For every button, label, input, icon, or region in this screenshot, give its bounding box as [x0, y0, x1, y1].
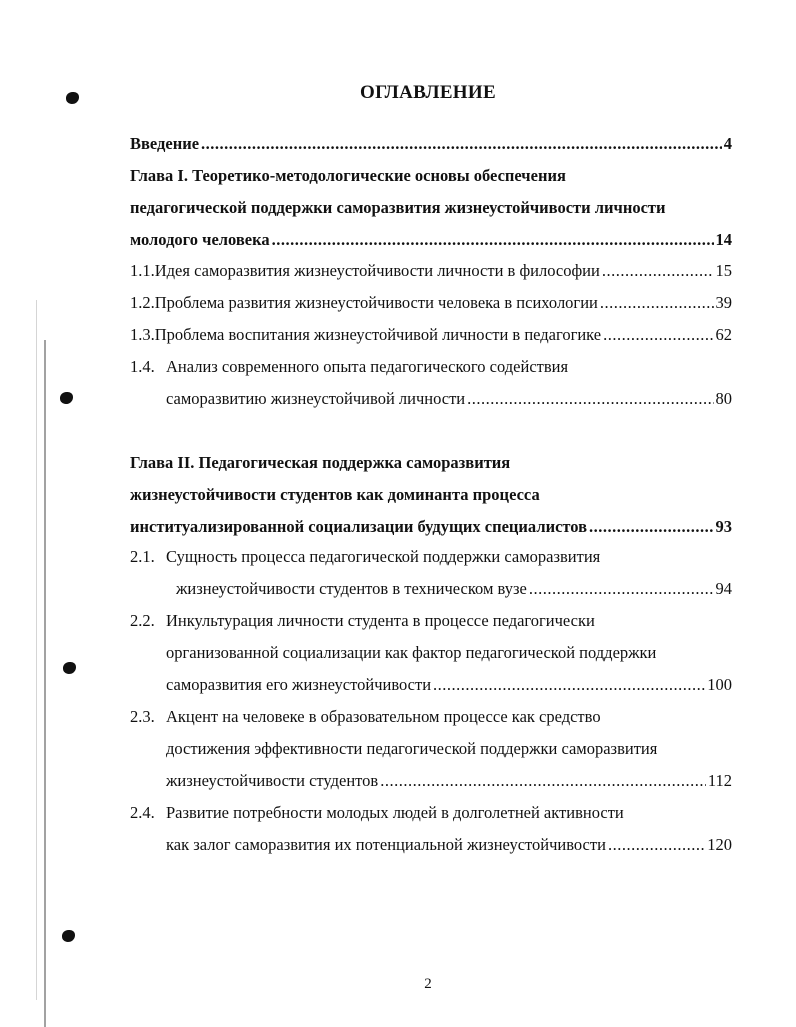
- section-title-cont: саморазвитию жизнеустойчивой личности: [166, 389, 466, 408]
- section-title: Проблема воспитания жизнеустойчивой личности в педагогике: [154, 325, 602, 344]
- toc-section-2-3-cont: [166, 738, 657, 760]
- toc-section-2-3: [130, 706, 601, 728]
- chapter1-heading: [130, 229, 732, 251]
- toc-section-2-4: [130, 802, 624, 824]
- chapter2-heading-line2: жизнеустойчивости студентов как доминанта процесса: [130, 485, 540, 504]
- punch-hole-mark: [62, 930, 75, 942]
- chapter2-heading: [130, 484, 540, 506]
- toc-leader-dots: [272, 229, 714, 251]
- section-number: 1.1.: [130, 261, 155, 280]
- toc-section-2-2-cont: [166, 642, 656, 664]
- chapter2-heading-line1: Глава II. Педагогическая поддержка саморазвития: [130, 453, 511, 472]
- section-title-cont: организованной социализации как фактор педагогической поддержки: [166, 643, 657, 662]
- section-page: 120: [707, 835, 732, 854]
- section-page: 62: [715, 325, 732, 344]
- chapter1-heading: [130, 165, 566, 187]
- section-title-cont: саморазвития его жизнеустойчивости: [166, 675, 432, 694]
- section-title-cont: жизнеустойчивости студентов: [166, 771, 379, 790]
- section-title: Идея саморазвития жизнеустойчивости личности в философии: [154, 261, 600, 280]
- toc-title: ОГЛАВЛЕНИЕ: [360, 82, 496, 103]
- toc-leader-dots: [603, 324, 713, 346]
- toc-section-1-2: [130, 292, 732, 314]
- scan-margin-line-faint: [36, 300, 37, 1000]
- section-number: 2.1.: [130, 547, 155, 566]
- chapter1-heading-line1: Глава I. Теоретико-методологические основы обеспечения: [130, 166, 566, 185]
- chapter2-heading: [130, 516, 732, 538]
- toc-section-1-4-cont: [166, 388, 732, 410]
- toc-section-2-2: [130, 610, 595, 632]
- toc-leader-dots: [608, 834, 705, 856]
- toc-leader-dots: [433, 674, 705, 696]
- chapter1-heading-line2: педагогической поддержки саморазвития жизнеустойчивости личности: [130, 198, 666, 217]
- section-page: 80: [715, 389, 732, 408]
- toc-leader-dots: [380, 770, 706, 792]
- section-title: Акцент на человеке в образовательном процессе как средство: [166, 707, 601, 726]
- section-number: 1.3.: [130, 325, 155, 344]
- toc-section-2-1: [130, 546, 600, 568]
- section-title: Сущность процесса педагогической поддержки саморазвития: [166, 547, 601, 566]
- section-number: 2.2.: [130, 611, 155, 630]
- section-title: Анализ современного опыта педагогического содействия: [166, 357, 569, 376]
- chapter1-heading: [130, 197, 666, 219]
- toc-section-2-1-cont: [176, 578, 732, 600]
- toc-entry-intro: [130, 133, 732, 155]
- toc-entry-label: Введение: [130, 134, 200, 153]
- section-number: 2.3.: [130, 707, 155, 726]
- section-title: Проблема развития жизнеустойчивости человека в психологии: [154, 293, 598, 312]
- toc-section-1-1: [130, 260, 732, 282]
- chapter1-page: 14: [715, 230, 732, 249]
- toc-leader-dots: [529, 578, 714, 600]
- toc-section-2-3-cont2: [166, 770, 732, 792]
- scan-margin-line: [44, 340, 46, 1027]
- section-number: 2.4.: [130, 803, 155, 822]
- chapter2-heading-line3: институализированной социализации будущих специалистов: [130, 517, 588, 536]
- section-page: 112: [707, 771, 732, 790]
- chapter2-page: 93: [715, 517, 732, 536]
- section-title: Развитие потребности молодых людей в долголетней активности: [166, 803, 624, 822]
- section-title: Инкультурация личности студента в процессе педагогически: [166, 611, 595, 630]
- toc-leader-dots: [467, 388, 713, 410]
- toc-section-1-3: [130, 324, 732, 346]
- toc-leader-dots: [600, 292, 714, 314]
- section-number: 1.4.: [130, 357, 155, 376]
- toc-section-2-4-cont: [166, 834, 732, 856]
- section-page: 15: [715, 261, 732, 280]
- toc-entry-page: 4: [723, 134, 732, 153]
- chapter1-heading-line3: молодого человека: [130, 230, 270, 249]
- toc-leader-dots: [589, 516, 713, 538]
- punch-hole-mark: [60, 392, 73, 404]
- toc-section-1-4: [130, 356, 568, 378]
- toc-section-2-2-cont2: [166, 674, 732, 696]
- punch-hole-mark: [63, 662, 76, 674]
- section-title-cont: достижения эффективности педагогической поддержки саморазвития: [166, 739, 658, 758]
- section-page: 94: [715, 579, 732, 598]
- chapter2-heading: [130, 452, 510, 474]
- section-number: 1.2.: [130, 293, 155, 312]
- page-number: 2: [424, 976, 432, 992]
- section-title-cont: как залог саморазвития их потенциальной жизнеустойчивости: [166, 835, 606, 854]
- section-page: 39: [715, 293, 732, 312]
- section-page: 100: [707, 675, 732, 694]
- toc-leader-dots: [602, 260, 714, 282]
- toc-leader-dots: [201, 133, 722, 155]
- section-title-cont: жизнеустойчивости студентов в техническом вузе: [176, 579, 527, 598]
